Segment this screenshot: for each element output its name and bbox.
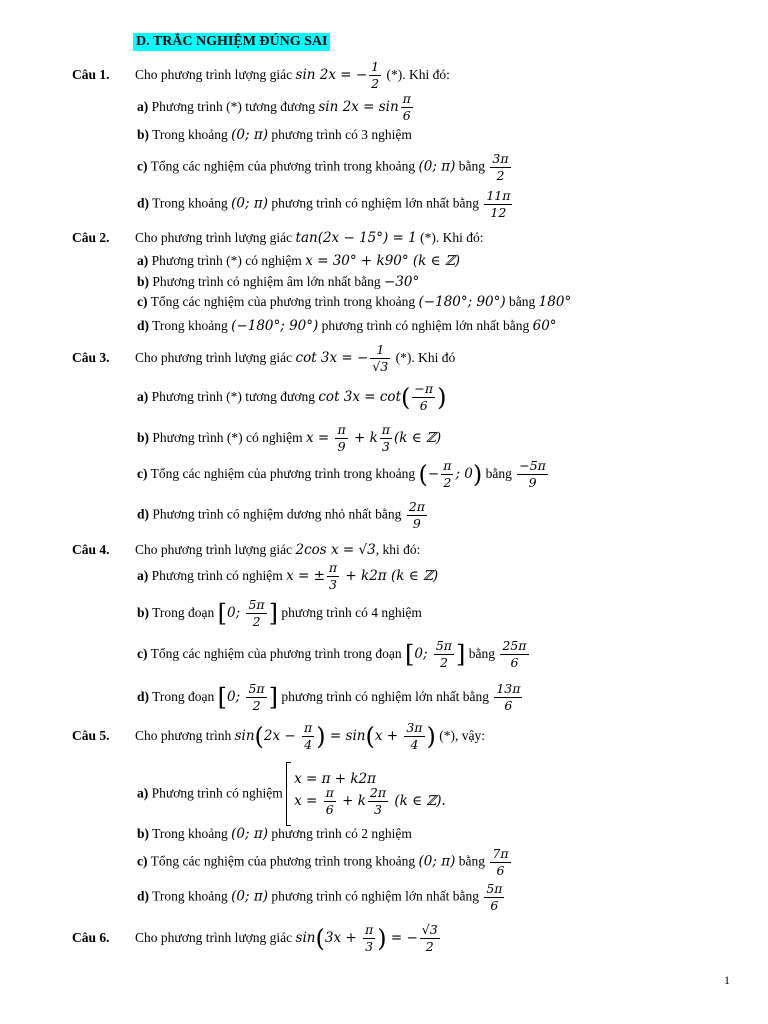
question-number: Câu 2. bbox=[72, 230, 110, 245]
question-1: Câu 1. Cho phương trình lượng giác sin 2x = − $\frac{1}{2}$ (*). Khi đó: bbox=[72, 59, 450, 91]
option-3d: d) Phương trình có nghiệm dương nhỏ nhất bằng $\frac{2\pi}{9}$ bbox=[137, 499, 425, 531]
option-1b: b) Trong khoảng (0; π) phương trình có 3 nghiệm bbox=[137, 127, 412, 143]
equation: sin(3x + $\frac{\pi}{3}$ ) = − $\frac{√3}{2}$ bbox=[295, 922, 438, 954]
page-number: 1 bbox=[724, 973, 730, 987]
option-2c: c) Tổng các nghiệm của phương trình trong khoảng (−180°; 90°) bằng 180° bbox=[137, 294, 572, 310]
equation: cot 3x = − $\frac{1}{√3}$ bbox=[295, 342, 389, 374]
equation: sin(2x − $\frac{\pi}{4}$ ) = sin(x + $\frac{3\pi}{4}$ ) bbox=[234, 720, 436, 752]
option-1c: c) Tổng các nghiệm của phương trình trong khoảng (0; π) bằng $\frac{3\pi}{2}$ bbox=[137, 151, 509, 183]
question-3: Câu 3. Cho phương trình lượng giác cot 3x = − $\frac{1}{√3}$ (*). Khi đó bbox=[72, 342, 456, 374]
question-4: Câu 4. Cho phương trình lượng giác 2cos x = √3, khi đó: bbox=[72, 542, 421, 558]
equation: sin 2x = sin $\frac{\pi}{6}$ bbox=[318, 91, 411, 123]
option-2b: b) Phương trình có nghiệm âm lớn nhất bằng −30° bbox=[137, 274, 420, 290]
equation: 2cos x = √3 bbox=[295, 542, 376, 558]
question-number: Câu 3. bbox=[72, 350, 110, 365]
option-4b: b) Trong đoạn [0; $\frac{5\pi}{2}$ ] phương trình có 4 nghiệm bbox=[137, 597, 422, 629]
question-2: Câu 2. Cho phương trình lượng giác tan(2x − 15°) = 1 (*). Khi đó: bbox=[72, 230, 484, 246]
option-5a: a) Phương trình có nghiệm x = π + k2π x = $\frac{\pi}{6}$ + k $\frac{2\pi}{3}$ (k ∈ ℤ). bbox=[137, 762, 446, 826]
option-1a: a) Phương trình (*) tương đương sin 2x = sin $\frac{\pi}{6}$ bbox=[137, 93, 415, 122]
option-3a: a) Phương trình (*) tương đương cot 3x = cot( $\frac{-\pi}{6}$ ) bbox=[137, 381, 447, 413]
question-number: Câu 5. bbox=[72, 728, 110, 743]
option-2d: d) Trong khoảng (−180°; 90°) phương trình có nghiệm lớn nhất bằng 60° bbox=[137, 318, 557, 334]
option-1d: d) Trong khoảng (0; π) phương trình có nghiệm lớn nhất bằng $\frac{11\pi}{12}$ bbox=[137, 188, 511, 220]
option-4c: c) Tổng các nghiệm của phương trình trong đoạn [0; $\frac{5\pi}{2}$ ] bằng $\frac{25\pi}{6}$ bbox=[137, 638, 527, 670]
option-2a: a) Phương trình (*) có nghiệm x = 30° + k90° (k ∈ ℤ) bbox=[137, 253, 461, 269]
question-number: Câu 6. bbox=[72, 930, 110, 945]
option-4a: a) Phương trình có nghiệm x = ± $\frac{\pi}{3}$ + k2π (k ∈ ℤ) bbox=[137, 560, 439, 592]
section-heading: D. TRẮC NGHIỆM ĐÚNG SAI bbox=[133, 33, 330, 51]
option-3b: b) Phương trình (*) có nghiệm x = $\frac{\pi}{9}$ + k $\frac{\pi}{3}$ (k ∈ ℤ) bbox=[137, 422, 442, 454]
option-5c: c) Tổng các nghiệm của phương trình trong khoảng (0; π) bằng $\frac{7\pi}{6}$ bbox=[137, 846, 509, 878]
option-5b: b) Trong khoảng (0; π) phương trình có 2 nghiệm bbox=[137, 826, 412, 842]
question-6: Câu 6. Cho phương trình lượng giác sin(3x + $\frac{\pi}{3}$ ) = − $\frac{√3}{2}$ bbox=[72, 924, 442, 953]
question-number: Câu 1. bbox=[72, 67, 110, 82]
question-5: Câu 5. Cho phương trình sin(2x − $\frac{\pi}{4}$ ) = sin(x + $\frac{3\pi}{4}$ ) (*), vậy: bbox=[72, 720, 486, 752]
question-number: Câu 4. bbox=[72, 542, 110, 557]
option-3c: c) Tổng các nghiệm của phương trình trong khoảng (− $\frac{\pi}{2}$ ; 0) bằng $\frac{-5\pi}{9}$ bbox=[137, 458, 546, 490]
option-4d: d) Trong đoạn [0; $\frac{5\pi}{2}$ ] phương trình có nghiệm lớn nhất bằng $\frac{13\pi}{6}$ bbox=[137, 681, 521, 713]
equation: tan(2x − 15°) = 1 bbox=[295, 230, 417, 246]
option-5d: d) Trong khoảng (0; π) phương trình có nghiệm lớn nhất bằng $\frac{5\pi}{6}$ bbox=[137, 881, 503, 913]
equation: sin 2x = − $\frac{1}{2}$ bbox=[295, 59, 380, 91]
